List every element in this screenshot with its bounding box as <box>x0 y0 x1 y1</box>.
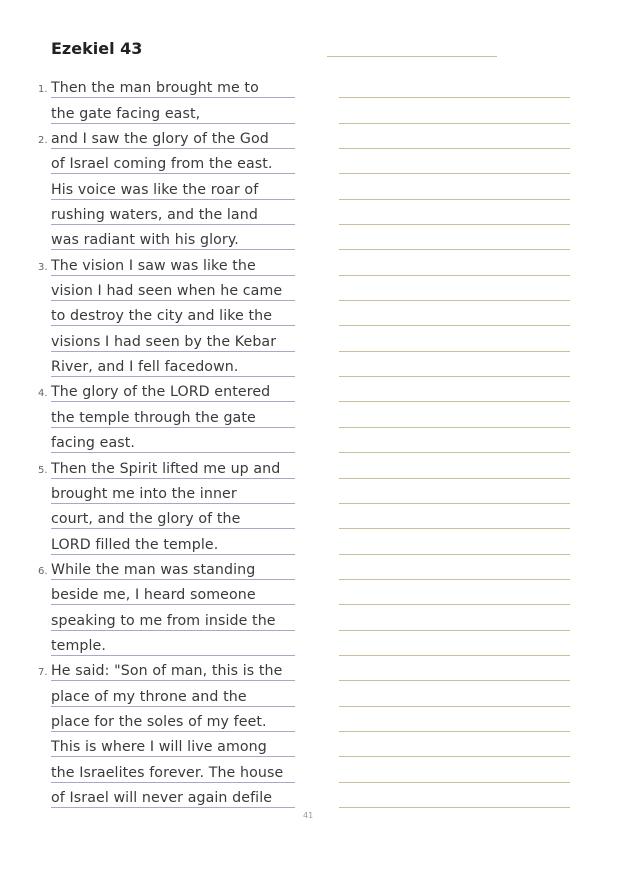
verse-line <box>0 303 624 328</box>
tracing-underline <box>51 680 295 681</box>
verse-text: LORD filled the temple. <box>51 536 219 553</box>
verse-text: rushing waters, and the land <box>51 207 258 224</box>
verse-text: and I saw the glory of the God <box>51 131 269 148</box>
copy-writing-line[interactable] <box>339 123 570 124</box>
tracing-underline <box>51 630 295 631</box>
tracing-underline <box>51 275 295 276</box>
tracing-underline <box>51 756 295 757</box>
verse-line <box>0 404 624 429</box>
copy-writing-line[interactable] <box>339 249 570 250</box>
tracing-underline <box>51 148 295 149</box>
copy-writing-line[interactable] <box>339 427 570 428</box>
verse-text: This is where I will live among <box>51 739 267 756</box>
tracing-underline <box>51 554 295 555</box>
tracing-underline <box>51 655 295 656</box>
copy-writing-line[interactable] <box>339 478 570 479</box>
verse-number: 3. <box>38 261 48 273</box>
tracing-underline <box>51 452 295 453</box>
verse-text: place for the soles of my feet. <box>51 713 267 730</box>
verse-text: the temple through the gate <box>51 409 256 426</box>
verse-line <box>0 379 624 404</box>
verse-text: The glory of the LORD entered <box>51 384 271 401</box>
verse-text: of Israel will never again defile <box>51 789 273 806</box>
title-writing-line[interactable] <box>327 56 497 57</box>
copy-writing-line[interactable] <box>339 655 570 656</box>
verse-text: Then the Spirit lifted me up and <box>51 460 281 477</box>
verse-line <box>0 252 624 277</box>
verse-text: He said: "Son of man, this is the <box>51 663 283 680</box>
tracing-underline <box>51 224 295 225</box>
copy-writing-line[interactable] <box>339 97 570 98</box>
verse-text: brought me into the inner <box>51 485 237 502</box>
tracing-underline <box>51 427 295 428</box>
verse-text: His voice was like the roar of <box>51 181 259 198</box>
tracing-underline <box>51 376 295 377</box>
copy-writing-line[interactable] <box>339 351 570 352</box>
verse-line <box>0 430 624 455</box>
verse-number: 2. <box>38 135 48 147</box>
copy-writing-line[interactable] <box>339 325 570 326</box>
verse-line <box>0 455 624 480</box>
verse-text: visions I had seen by the Kebar <box>51 333 277 350</box>
copy-writing-line[interactable] <box>339 680 570 681</box>
copy-writing-line[interactable] <box>339 807 570 808</box>
verse-line <box>0 126 624 151</box>
verse-line <box>0 531 624 556</box>
verse-line <box>0 582 624 607</box>
tracing-underline <box>51 401 295 402</box>
verse-text: the Israelites forever. The house <box>51 764 284 781</box>
copy-writing-line[interactable] <box>339 148 570 149</box>
verse-line <box>0 557 624 582</box>
verse-text: vision I had seen when he came <box>51 283 283 300</box>
tracing-underline <box>51 97 295 98</box>
verse-text: The vision I saw was like the <box>51 257 256 274</box>
verse-text: to destroy the city and like the <box>51 308 273 325</box>
copy-writing-line[interactable] <box>339 528 570 529</box>
tracing-underline <box>51 731 295 732</box>
verse-text: court, and the glory of the <box>51 511 241 528</box>
copy-writing-line[interactable] <box>339 300 570 301</box>
verse-number: 4. <box>38 388 48 400</box>
tracing-underline <box>51 300 295 301</box>
copy-writing-line[interactable] <box>339 503 570 504</box>
verse-line <box>0 227 624 252</box>
verse-text: temple. <box>51 637 106 654</box>
verse-line <box>0 328 624 353</box>
copy-writing-line[interactable] <box>339 756 570 757</box>
tracing-underline <box>51 807 295 808</box>
verse-line <box>0 759 624 784</box>
tracing-underline <box>51 249 295 250</box>
verse-text: speaking to me from inside the <box>51 612 276 629</box>
verse-line <box>0 607 624 632</box>
tracing-underline <box>51 503 295 504</box>
verse-number: 5. <box>38 464 48 476</box>
verse-line <box>0 202 624 227</box>
verse-line <box>0 683 624 708</box>
verse-line <box>0 354 624 379</box>
verse-text: beside me, I heard someone <box>51 587 256 604</box>
verse-line <box>0 785 624 810</box>
copy-writing-line[interactable] <box>339 224 570 225</box>
copy-writing-line[interactable] <box>339 173 570 174</box>
page-title: Ezekiel 43 <box>51 39 143 58</box>
verse-line <box>0 176 624 201</box>
copy-writing-line[interactable] <box>339 731 570 732</box>
copy-writing-line[interactable] <box>339 275 570 276</box>
verse-line <box>0 658 624 683</box>
tracing-underline <box>51 579 295 580</box>
tracing-underline <box>51 173 295 174</box>
verse-text: Then the man brought me to <box>51 80 259 97</box>
tracing-underline <box>51 478 295 479</box>
verse-text: While the man was standing <box>51 561 256 578</box>
verse-line <box>0 278 624 303</box>
tracing-underline <box>51 528 295 529</box>
verse-number: 6. <box>38 565 48 577</box>
tracing-underline <box>51 604 295 605</box>
verse-line <box>0 75 624 100</box>
verse-line <box>0 151 624 176</box>
copy-writing-line[interactable] <box>339 706 570 707</box>
copy-writing-line[interactable] <box>339 376 570 377</box>
copy-writing-line[interactable] <box>339 782 570 783</box>
copy-writing-line[interactable] <box>339 199 570 200</box>
verse-number: 7. <box>38 667 48 679</box>
tracing-underline <box>51 782 295 783</box>
verse-number: 1. <box>38 84 48 96</box>
tracing-underline <box>51 199 295 200</box>
tracing-underline <box>51 706 295 707</box>
copy-writing-line[interactable] <box>339 554 570 555</box>
tracing-underline <box>51 351 295 352</box>
verse-text: facing east. <box>51 435 136 452</box>
copy-writing-line[interactable] <box>339 452 570 453</box>
verse-line <box>0 633 624 658</box>
page-number-mark: 41 <box>303 811 314 820</box>
tracing-underline <box>51 325 295 326</box>
verse-lines <box>0 75 624 810</box>
verse-line <box>0 709 624 734</box>
tracing-underline <box>51 123 295 124</box>
verse-text: place of my throne and the <box>51 688 247 705</box>
copy-writing-line[interactable] <box>339 579 570 580</box>
verse-text: of Israel coming from the east. <box>51 156 273 173</box>
verse-text: was radiant with his glory. <box>51 232 239 249</box>
verse-line <box>0 100 624 125</box>
verse-line <box>0 481 624 506</box>
verse-text: River, and I fell facedown. <box>51 359 239 376</box>
copy-writing-line[interactable] <box>339 604 570 605</box>
copy-writing-line[interactable] <box>339 401 570 402</box>
verse-text: the gate facing east, <box>51 105 201 122</box>
verse-line <box>0 506 624 531</box>
copy-writing-line[interactable] <box>339 630 570 631</box>
verse-line <box>0 734 624 759</box>
